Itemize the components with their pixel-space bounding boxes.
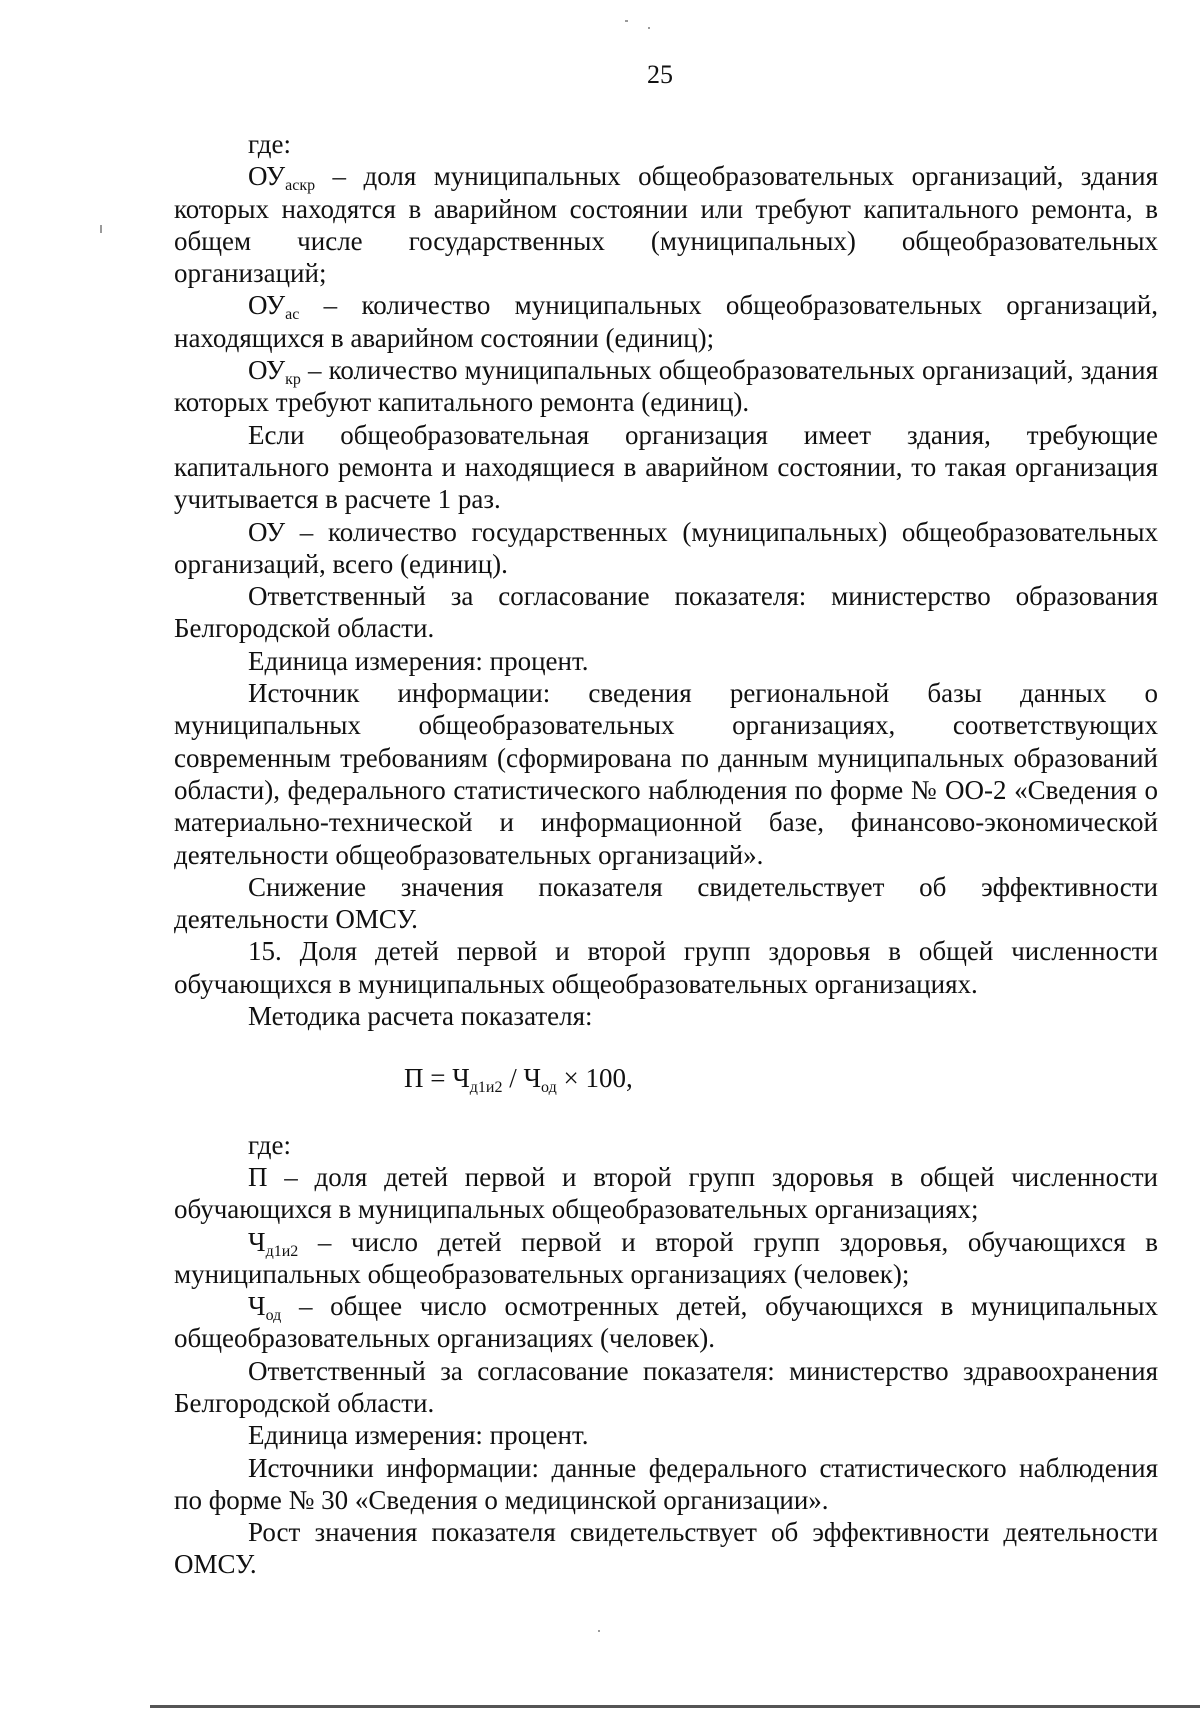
where-label-2: где: bbox=[248, 1129, 291, 1160]
responsible-paragraph-1: Ответственный за согласование показателя: министерство образования Белгородской области. bbox=[174, 581, 1158, 644]
definition-oy-total: ОУ – количество государственных (муниципальных) общеобразовательных организаций, всего (единиц). bbox=[174, 516, 1158, 579]
definition-text: – общее число осмотренных детей, обучающихся в муниципальных общеобразовательных организациях (человек). bbox=[174, 1291, 1158, 1354]
page-number: 25 bbox=[647, 60, 673, 89]
scan-speck bbox=[625, 20, 628, 22]
decrease-note: Снижение значения показателя свидетельствует об эффективности деятельности ОМСУ. bbox=[174, 871, 1158, 935]
definition-oy-as bbox=[174, 289, 1158, 354]
page-bottom-edge bbox=[150, 1705, 1200, 1708]
definition-text: – число детей первой и второй групп здоровья, обучающихся в муниципальных общеобразовательных организациях (человек); bbox=[174, 1226, 1158, 1289]
formula-mid: / Ч bbox=[502, 1063, 542, 1094]
symbol-subscript: ас bbox=[285, 306, 300, 324]
definition-text: – количество муниципальных общеобразовательных организаций, находящихся в аварийном состоянии (единиц); bbox=[174, 290, 1158, 353]
symbol-subscript: од bbox=[265, 1307, 282, 1325]
symbol: ОУ bbox=[248, 355, 286, 386]
method-label: Методика расчета показателя: bbox=[248, 1001, 593, 1032]
definition-oy-kr bbox=[174, 354, 1158, 419]
scan-speck bbox=[648, 27, 650, 29]
definition-p: П – доля детей первой и второй групп здоровья в общей численности обучающихся в муниципальных общеобразовательных организациях; bbox=[174, 1161, 1158, 1225]
definition-text: – доля муниципальных общеобразовательных организаций, здания которых находятся в аварийном состоянии или требуют капитального ремонта, в общем числе государственных (муниципальных) общеобразовательных организаций; bbox=[174, 161, 1158, 289]
responsible-paragraph-2: Ответственный за согласование показателя: министерство здравоохранения Белгородской области. bbox=[174, 1355, 1158, 1418]
formula-lhs: П = Ч bbox=[404, 1063, 470, 1094]
definition-text: – количество муниципальных общеобразовательных организаций, здания которых требуют капитального ремонта (единиц). bbox=[174, 355, 1158, 418]
symbol: ОУ bbox=[248, 161, 286, 192]
formula-rhs: × 100, bbox=[556, 1063, 633, 1094]
formula bbox=[174, 1062, 1158, 1097]
symbol-subscript: д1и2 bbox=[265, 1242, 299, 1260]
scan-speck bbox=[598, 1630, 600, 1632]
definition-ch-od bbox=[174, 1290, 1158, 1355]
symbol: ОУ bbox=[248, 290, 286, 321]
formula-subscript-2: од bbox=[541, 1079, 557, 1097]
where-label-1: где: bbox=[248, 129, 291, 159]
symbol: Ч bbox=[248, 1291, 266, 1322]
source-paragraph-1: Источник информации: сведения региональной базы данных о муниципальных общеобразовательных организациях, соответствующих современным требованиям (сформирована по данным муниципальных образований области), федерального статистического наблюдения по форме № ОО-2 «Сведения о материально-технической и информационной базе, финансово-экономической деятельности общеобразовательных организаций». bbox=[174, 678, 1158, 870]
symbol: Ч bbox=[248, 1226, 266, 1257]
source-paragraph-2: Источники информации: данные федерального статистического наблюдения по форме № 30 «Сведения о медицинской организации». bbox=[174, 1452, 1158, 1515]
item-15-heading: 15. Доля детей первой и второй групп здоровья в общей численности обучающихся в муниципальных общеобразовательных организациях. bbox=[174, 936, 1158, 999]
formula-subscript-1: д1и2 bbox=[469, 1079, 503, 1097]
scan-speck bbox=[100, 225, 102, 233]
symbol-subscript: аскр bbox=[285, 177, 316, 195]
unit-paragraph-1: Единица измерения: процент. bbox=[248, 645, 589, 676]
increase-note: Рост значения показателя свидетельствует об эффективности деятельности ОМСУ. bbox=[174, 1517, 1158, 1580]
if-note: Если общеобразовательная организация имеет здания, требующие капитального ремонта и находящиеся в аварийном состоянии, то такая организация учитывается в расчете 1 раз. bbox=[174, 419, 1158, 515]
definition-oy-askr bbox=[174, 160, 1158, 289]
unit-paragraph-2: Единица измерения: процент. bbox=[248, 1420, 589, 1451]
symbol-subscript: кр bbox=[285, 371, 301, 389]
definition-ch-d1i2 bbox=[174, 1226, 1158, 1291]
document-body bbox=[174, 128, 1158, 1581]
